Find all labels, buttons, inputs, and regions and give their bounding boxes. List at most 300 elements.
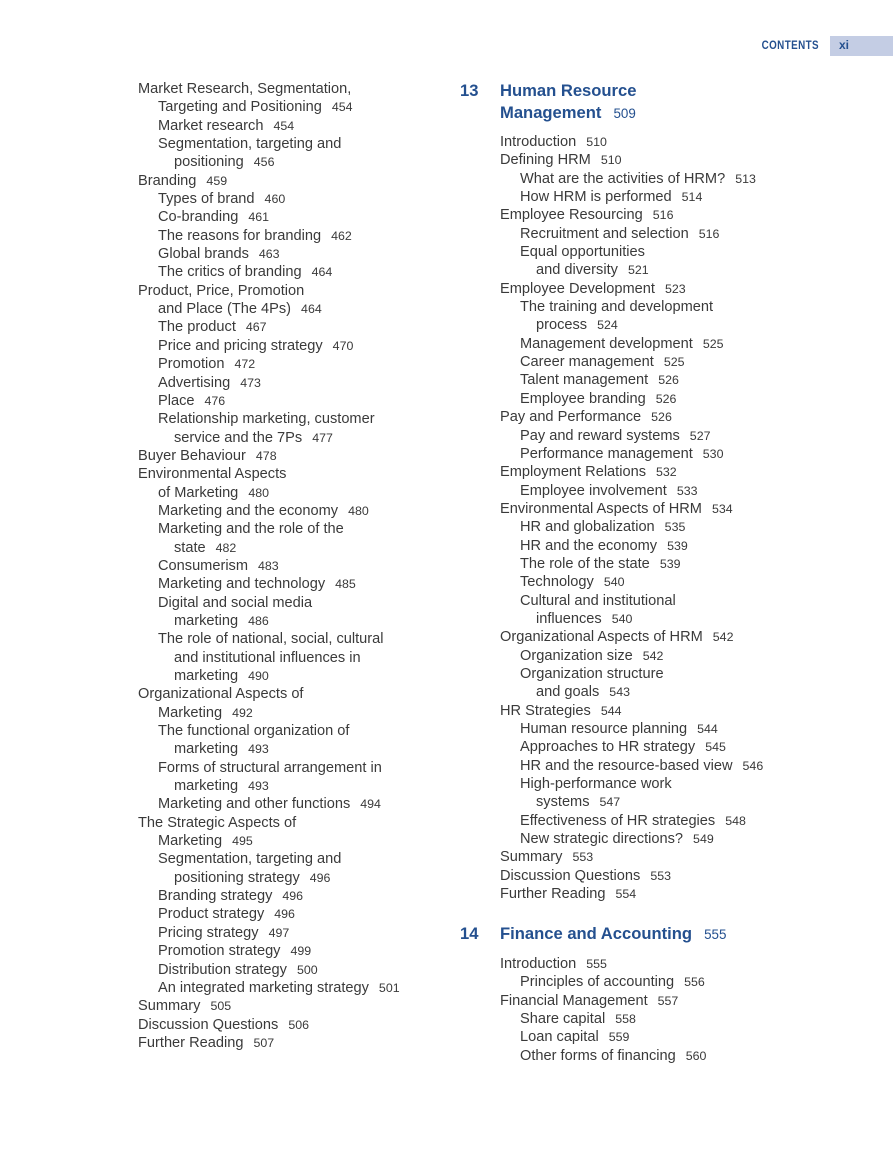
toc-entry-title: HR and the economy <box>520 537 658 554</box>
toc-entry-title: Other forms of financing <box>520 1047 676 1064</box>
toc-entry-page: 535 <box>664 520 686 535</box>
toc-entry-page: 482 <box>215 540 237 555</box>
toc-entry-title: HR and the resource-based view <box>520 757 733 774</box>
toc-entry-title: Price and pricing strategy <box>158 337 323 354</box>
chapter-13-title-line1: Human Resource <box>500 81 637 100</box>
toc-entry-title: Summary <box>500 849 563 866</box>
toc-entry-title: Employee Resourcing <box>500 207 643 224</box>
toc-entry[interactable] <box>138 722 438 740</box>
toc-entry-title: Pricing strategy <box>158 924 259 941</box>
toc-entry-title: Relationship marketing, customer <box>158 411 375 428</box>
toc-entry-page: 560 <box>685 1048 707 1063</box>
toc-entry-title: Branding <box>138 172 197 189</box>
toc-entry[interactable] <box>500 353 880 371</box>
toc-entry[interactable] <box>138 374 438 392</box>
toc-entry[interactable] <box>138 594 438 612</box>
toc-entry[interactable] <box>500 518 880 536</box>
toc-entry-title: Share capital <box>520 1010 606 1027</box>
toc-entry[interactable] <box>500 573 880 591</box>
chapter-13-page: 509 <box>613 105 636 121</box>
toc-entry-title: Employee branding <box>520 390 646 407</box>
toc-entry[interactable] <box>138 392 438 410</box>
toc-entry-page: 527 <box>689 428 711 443</box>
toc-entry[interactable] <box>500 720 880 738</box>
toc-entry[interactable] <box>500 775 880 793</box>
toc-entry[interactable] <box>500 335 880 353</box>
toc-entry-title: Marketing <box>158 704 223 721</box>
toc-entry-page: 464 <box>311 265 333 280</box>
toc-entry-page: 542 <box>712 630 734 645</box>
toc-entry-title: New strategic directions? <box>520 831 684 848</box>
toc-entry-page: 501 <box>378 980 400 995</box>
toc-entry[interactable] <box>500 243 880 261</box>
toc-entry-page: 540 <box>603 575 625 590</box>
toc-entry[interactable] <box>138 685 438 703</box>
toc-entry-page: 534 <box>711 501 733 516</box>
toc-entry-page: 510 <box>600 153 622 168</box>
toc-entry-title: The Strategic Aspects of <box>138 814 297 831</box>
toc-entry-title: Financial Management <box>500 992 648 1009</box>
toc-entry-title: Discussion Questions <box>138 1016 279 1033</box>
toc-entry-title: The role of national, social, cultural <box>158 631 384 648</box>
toc-entry[interactable] <box>500 867 880 885</box>
toc-entry-title: Branding strategy <box>158 888 273 905</box>
toc-entry-page: 532 <box>656 465 677 480</box>
toc-entry-title: Product strategy <box>158 906 265 923</box>
chapter-13-title-line2: Management <box>500 102 602 122</box>
toc-entry-title: Advertising <box>158 374 231 391</box>
toc-entry-page: 480 <box>348 503 369 518</box>
toc-entry-page: 476 <box>204 393 226 408</box>
toc-entry-page: 460 <box>264 192 286 207</box>
toc-entry-title: Co-branding <box>158 209 239 226</box>
toc-entry-page: 473 <box>240 375 261 390</box>
toc-entry-title: Types of brand <box>158 191 255 208</box>
chapter-14-title: Finance and Accounting <box>500 924 693 944</box>
toc-entry-title: Pay and reward systems <box>520 427 680 444</box>
toc-entry[interactable] <box>138 961 438 979</box>
toc-entry-title: Employment Relations <box>500 464 647 481</box>
toc-entry-title: Career management <box>520 354 654 371</box>
toc-entry-title: Segmentation, targeting and <box>158 851 342 868</box>
toc-entry-page: 543 <box>609 685 630 700</box>
toc-entry-page: 497 <box>268 925 290 940</box>
toc-entry[interactable] <box>138 98 438 116</box>
toc-entry-title: Principles of accounting <box>520 974 675 991</box>
toc-entry-title: Cultural and institutional <box>520 592 676 609</box>
toc-entry-title: marketing <box>174 612 239 629</box>
toc-entry[interactable] <box>138 153 438 171</box>
toc-entry[interactable] <box>500 830 880 848</box>
toc-entry[interactable] <box>138 282 438 300</box>
toc-entry-title: Buyer Behaviour <box>138 447 246 464</box>
toc-entry-page: 510 <box>586 135 607 149</box>
toc-entry-page: 492 <box>232 705 253 720</box>
toc-entry-page: 526 <box>651 410 672 425</box>
right-column-toc <box>460 80 880 1065</box>
toc-entry-title: Environmental Aspects <box>138 466 287 483</box>
toc-entry[interactable] <box>138 465 438 483</box>
toc-entry[interactable] <box>500 1010 880 1028</box>
toc-entry[interactable] <box>500 665 880 683</box>
toc-entry-title: Pay and Performance <box>500 409 642 426</box>
toc-entry-title: Product, Price, Promotion <box>138 282 305 299</box>
toc-entry-page: 526 <box>655 391 677 406</box>
toc-entry[interactable] <box>138 979 438 997</box>
toc-entry-title: state <box>174 539 206 556</box>
toc-entry-page: 526 <box>658 373 679 388</box>
toc-entry-page: 493 <box>248 742 269 757</box>
toc-entry-page: 516 <box>698 226 720 241</box>
toc-entry[interactable] <box>138 520 438 538</box>
toc-entry[interactable] <box>138 1016 438 1034</box>
toc-entry-page: 506 <box>288 1017 310 1032</box>
toc-entry-page: 478 <box>255 448 277 463</box>
toc-entry[interactable] <box>500 280 880 298</box>
toc-entry[interactable] <box>138 630 438 648</box>
toc-entry-title: Employee Development <box>500 280 655 297</box>
toc-entry-title: and goals <box>536 684 600 701</box>
toc-entry-title: Human resource planning <box>520 721 688 737</box>
toc-entry-page: 556 <box>684 975 705 990</box>
toc-entry-page: 494 <box>360 797 381 812</box>
toc-entry[interactable] <box>500 702 880 720</box>
toc-entry-page: 495 <box>232 834 253 849</box>
toc-entry[interactable] <box>500 628 880 646</box>
toc-entry-title: Summary <box>138 998 201 1015</box>
toc-entry[interactable] <box>138 484 438 502</box>
toc-entry[interactable] <box>138 263 438 281</box>
toc-entry-title: service and the 7Ps <box>174 429 303 446</box>
toc-entry[interactable] <box>138 887 438 905</box>
toc-entry-title: Discussion Questions <box>500 867 641 884</box>
toc-entry-page: 493 <box>248 779 269 794</box>
toc-entry-title: Consumerism <box>158 557 249 574</box>
toc-entry-page: 500 <box>296 962 318 977</box>
toc-entry[interactable] <box>500 206 880 224</box>
toc-entry[interactable] <box>500 992 880 1010</box>
toc-entry-title: The functional organization of <box>158 723 350 740</box>
toc-entry-title: Talent management <box>520 372 649 389</box>
toc-entry[interactable] <box>500 261 880 279</box>
chapter-14-heading[interactable] <box>460 923 880 946</box>
toc-entry-title: marketing <box>174 668 239 684</box>
toc-entry-title: What are the activities of HRM? <box>520 170 726 187</box>
toc-entry[interactable] <box>138 502 438 520</box>
toc-entry-title: Recruitment and selection <box>520 225 689 242</box>
toc-entry-page: 544 <box>697 722 718 736</box>
toc-entry-title: Introduction <box>500 955 577 972</box>
toc-entry[interactable] <box>500 610 880 628</box>
toc-entry-page: 483 <box>258 558 279 573</box>
toc-entry[interactable] <box>138 539 438 557</box>
toc-entry[interactable] <box>138 942 438 960</box>
chapter-14-page: 555 <box>704 927 727 943</box>
toc-entry[interactable] <box>138 208 438 226</box>
toc-entry-title: Effectiveness of HR strategies <box>520 812 716 829</box>
toc-entry-page: 462 <box>331 228 352 243</box>
toc-entry-page: 559 <box>608 1030 630 1045</box>
toc-entry-title: Organization structure <box>520 665 664 682</box>
toc-entry-title: The training and development <box>520 299 714 316</box>
chapter-13-entries <box>460 133 880 903</box>
toc-entry[interactable] <box>138 759 438 777</box>
toc-entry-title: process <box>536 317 588 334</box>
toc-entry-title: and diversity <box>536 262 618 279</box>
toc-entry[interactable] <box>138 429 438 447</box>
toc-entry[interactable] <box>500 1047 880 1065</box>
toc-entry[interactable] <box>138 245 438 263</box>
toc-entry-page: 499 <box>290 944 312 959</box>
toc-entry[interactable] <box>500 973 880 991</box>
toc-entry-title: The role of the state <box>520 555 650 572</box>
toc-entry[interactable] <box>138 649 438 667</box>
toc-entry-title: influences <box>536 610 602 627</box>
toc-entry[interactable] <box>500 371 880 389</box>
toc-entry-page: 533 <box>676 483 698 498</box>
toc-entry-page: 553 <box>650 868 672 883</box>
header-label: CONTENTS <box>761 38 819 52</box>
toc-entry[interactable] <box>500 427 880 445</box>
toc-entry[interactable] <box>138 447 438 465</box>
toc-entry[interactable] <box>138 777 438 795</box>
toc-entry[interactable] <box>138 557 438 575</box>
toc-entry-title: HR Strategies <box>500 702 591 719</box>
toc-entry-title: Introduction <box>500 134 577 150</box>
toc-entry[interactable] <box>138 667 438 685</box>
toc-entry[interactable] <box>500 738 880 756</box>
toc-entry[interactable] <box>500 812 880 830</box>
toc-entry[interactable] <box>500 1028 880 1046</box>
toc-entry[interactable] <box>500 537 880 555</box>
toc-entry[interactable] <box>138 832 438 850</box>
toc-entry-title: Loan capital <box>520 1029 599 1046</box>
toc-entry-page: 454 <box>273 118 295 133</box>
toc-entry-title: Distribution strategy <box>158 961 287 978</box>
toc-entry[interactable] <box>138 80 438 98</box>
toc-entry[interactable] <box>138 318 438 336</box>
toc-entry-title: Defining HRM <box>500 152 591 169</box>
toc-entry-title: Management development <box>520 335 693 352</box>
toc-entry-page: 472 <box>234 357 256 372</box>
toc-entry-title: Segmentation, targeting and <box>158 136 342 153</box>
toc-entry-title: The product <box>158 319 236 336</box>
toc-entry-page: 521 <box>627 263 649 278</box>
toc-entry-title: Further Reading <box>138 1034 244 1051</box>
toc-entry[interactable] <box>138 905 438 923</box>
toc-entry[interactable] <box>138 117 438 135</box>
toc-entry-title: The reasons for branding <box>158 227 322 244</box>
toc-entry-page: 545 <box>705 740 726 755</box>
toc-entry[interactable] <box>500 408 880 426</box>
toc-entry-page: 496 <box>309 870 331 885</box>
toc-entry-page: 540 <box>611 611 633 626</box>
toc-entry-title: Marketing and technology <box>158 576 326 593</box>
toc-entry-page: 530 <box>702 446 724 461</box>
toc-entry[interactable] <box>500 133 880 151</box>
toc-entry-page: 539 <box>667 538 688 553</box>
toc-entry[interactable] <box>138 612 438 630</box>
toc-entry-page: 525 <box>702 336 724 351</box>
toc-entry-page: 459 <box>206 173 228 188</box>
toc-entry-title: Marketing and other functions <box>158 796 351 813</box>
toc-entry-page: 548 <box>725 813 746 828</box>
toc-entry[interactable] <box>500 298 880 316</box>
toc-entry[interactable] <box>500 885 880 903</box>
toc-entry-page: 485 <box>335 577 356 592</box>
toc-entry-page: 467 <box>245 320 267 335</box>
toc-entry[interactable] <box>138 850 438 868</box>
toc-entry-title: systems <box>536 794 590 811</box>
toc-entry-title: High-performance work <box>520 776 672 793</box>
toc-entry-page: 513 <box>735 171 756 186</box>
toc-entry[interactable] <box>500 955 880 973</box>
toc-entry-title: Global brands <box>158 246 249 263</box>
chapter-14-number: 14 <box>460 924 479 944</box>
toc-entry-page: 463 <box>258 247 280 262</box>
running-header <box>0 36 893 56</box>
toc-entry-page: 554 <box>615 887 637 902</box>
toc-entry-title: Employee involvement <box>520 482 667 499</box>
toc-entry-title: of Marketing <box>158 484 239 501</box>
toc-entry-title: Digital and social media <box>158 594 313 611</box>
left-column-toc <box>138 80 438 1052</box>
toc-entry[interactable] <box>138 135 438 153</box>
toc-entry-page: 461 <box>248 210 270 225</box>
toc-entry-page: 456 <box>253 155 275 170</box>
toc-entry-title: and Place (The 4Ps) <box>158 301 292 318</box>
toc-entry-page: 486 <box>248 613 269 628</box>
toc-entry[interactable] <box>500 757 880 775</box>
page-number-box <box>830 36 893 56</box>
toc-entry-title: Place <box>158 392 195 409</box>
toc-entry[interactable] <box>500 482 880 500</box>
toc-entry-page: 557 <box>657 993 679 1008</box>
toc-entry-title: Promotion strategy <box>158 943 281 960</box>
toc-entry-title: marketing <box>174 741 239 758</box>
toc-entry-page: 496 <box>282 889 304 904</box>
toc-entry-title: positioning <box>174 154 244 171</box>
toc-entry-title: and institutional influences in <box>174 649 361 666</box>
toc-entry-page: 490 <box>248 669 269 683</box>
toc-entry[interactable] <box>500 170 880 188</box>
toc-entry-page: 544 <box>600 703 622 718</box>
toc-entry[interactable] <box>500 445 880 463</box>
toc-entry-title: Marketing and the economy <box>158 502 339 519</box>
toc-entry-title: Market research <box>158 117 264 134</box>
chapter-13-heading[interactable] <box>460 80 880 124</box>
toc-entry[interactable] <box>138 355 438 373</box>
toc-entry[interactable] <box>138 814 438 832</box>
toc-entry-title: Performance management <box>520 445 693 462</box>
toc-entry-page: 524 <box>597 318 618 333</box>
toc-entry[interactable] <box>138 924 438 942</box>
toc-entry-title: Targeting and Positioning <box>158 99 322 116</box>
chapter-13-number: 13 <box>460 81 479 100</box>
toc-entry[interactable] <box>500 500 880 518</box>
toc-entry-page: 549 <box>693 832 714 847</box>
toc-entry-page: 516 <box>652 208 674 223</box>
toc-entry[interactable] <box>500 647 880 665</box>
toc-entry[interactable] <box>138 869 438 887</box>
toc-entry-title: positioning strategy <box>174 869 300 886</box>
toc-entry[interactable] <box>138 172 438 190</box>
toc-entry-page: 558 <box>615 1011 636 1026</box>
toc-entry[interactable] <box>500 683 880 701</box>
toc-entry-page: 546 <box>742 758 764 773</box>
toc-entry[interactable] <box>500 592 880 610</box>
toc-entry-page: 480 <box>248 485 269 500</box>
toc-entry-title: Environmental Aspects of HRM <box>500 500 702 517</box>
toc-entry[interactable] <box>500 390 880 408</box>
toc-entry-page: 539 <box>659 556 681 571</box>
toc-entry-title: Technology <box>520 574 594 591</box>
toc-entry-page: 470 <box>332 338 354 353</box>
toc-entry-title: An integrated marketing strategy <box>158 979 369 996</box>
toc-entry[interactable] <box>500 463 880 481</box>
toc-entry-page: 547 <box>599 795 621 810</box>
toc-entry-page: 514 <box>681 190 703 205</box>
page-number: xi <box>839 38 850 52</box>
toc-entry[interactable] <box>500 793 880 811</box>
toc-entry[interactable] <box>138 704 438 722</box>
toc-entry-page: 464 <box>301 302 322 317</box>
toc-entry-title: Equal opportunities <box>520 244 645 261</box>
toc-entry[interactable] <box>138 190 438 208</box>
toc-entry[interactable] <box>138 300 438 318</box>
toc-entry-title: Further Reading <box>500 886 606 903</box>
toc-entry[interactable] <box>138 410 438 428</box>
toc-entry-page: 523 <box>664 281 686 296</box>
toc-entry-page: 555 <box>586 956 607 971</box>
chapter-14-entries <box>460 955 880 1065</box>
toc-entry[interactable] <box>500 188 880 206</box>
toc-entry-title: Market Research, Segmentation, <box>138 81 352 97</box>
toc-entry-title: Organizational Aspects of <box>138 686 304 703</box>
toc-entry[interactable] <box>138 740 438 758</box>
toc-entry-page: 477 <box>312 430 333 445</box>
toc-entry-title: Marketing and the role of the <box>158 521 344 538</box>
toc-entry-title: How HRM is performed <box>520 189 672 206</box>
toc-entry[interactable] <box>138 575 438 593</box>
toc-entry-title: HR and globalization <box>520 519 655 536</box>
toc-entry-title: Marketing <box>158 833 223 850</box>
toc-entry[interactable] <box>500 555 880 573</box>
toc-entry-page: 525 <box>663 355 685 370</box>
toc-entry-page: 496 <box>274 907 295 922</box>
toc-entry[interactable] <box>500 151 880 169</box>
toc-entry-page: 505 <box>210 999 232 1014</box>
toc-entry-page: 542 <box>642 648 664 663</box>
toc-entry[interactable] <box>138 1034 438 1052</box>
toc-entry-title: Organization size <box>520 647 633 664</box>
toc-entry-page: 507 <box>253 1035 275 1050</box>
toc-entry[interactable] <box>500 316 880 334</box>
toc-entry[interactable] <box>500 848 880 866</box>
toc-entry-title: Forms of structural arrangement in <box>158 759 382 776</box>
toc-entry-title: The critics of branding <box>158 264 302 281</box>
toc-entry-title: marketing <box>174 778 239 795</box>
toc-entry-page: 553 <box>572 850 594 865</box>
toc-entry[interactable] <box>500 225 880 243</box>
toc-entry-page: 454 <box>331 100 353 115</box>
toc-entry[interactable] <box>138 337 438 355</box>
toc-entry[interactable] <box>138 227 438 245</box>
toc-entry[interactable] <box>138 997 438 1015</box>
toc-entry-title: Organizational Aspects of HRM <box>500 629 703 646</box>
toc-entry-title: Approaches to HR strategy <box>520 739 696 756</box>
toc-entry[interactable] <box>138 795 438 813</box>
